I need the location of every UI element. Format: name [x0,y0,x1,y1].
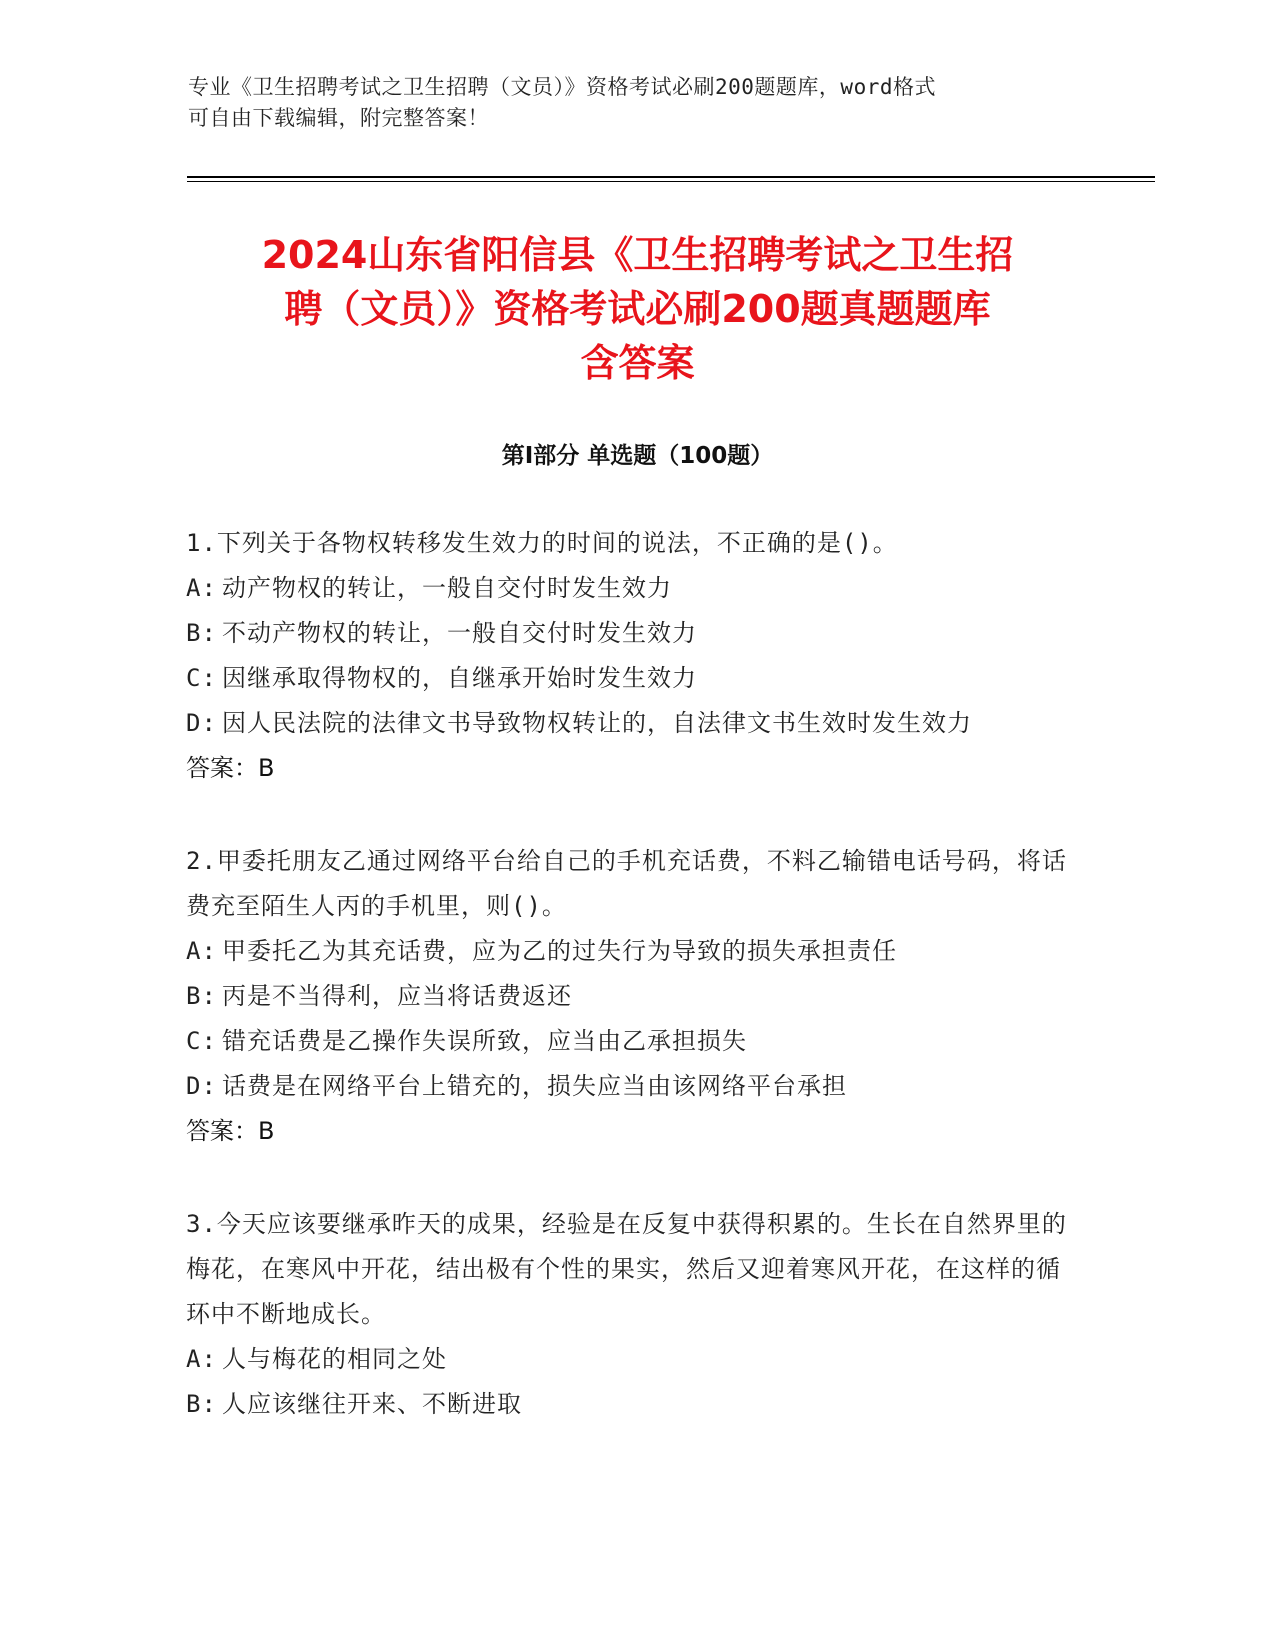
question-3 [186,1202,1076,1427]
option-text: 人与梅花的相同之处 [222,1345,447,1373]
header-note [188,72,1088,134]
section-title: 第Ⅰ部分 单选题（100题） [501,443,774,469]
option-letter: B: [186,619,217,647]
option-text: 动产物权的转让，一般自交付时发生效力 [222,574,672,602]
option-letter: D: [186,1072,217,1100]
option-text: 错充话费是乙操作失误所致，应当由乙承担损失 [222,1027,747,1055]
title-line3: 含答案 [580,341,695,385]
answer: 答案：B [186,1117,275,1145]
option-text: 人应该继往开来、不断进取 [222,1390,522,1418]
option-letter: D: [186,709,217,737]
option-text: 不动产物权的转让，一般自交付时发生效力 [222,619,697,647]
option-letter: B: [186,1390,217,1418]
option-b [186,1382,1076,1427]
option-c [186,1019,1076,1064]
option-letter: C: [186,1027,217,1055]
question-1 [186,521,1076,791]
option-letter: A: [186,574,217,602]
header-note-line2: 可自由下载编辑，附完整答案！ [188,106,489,130]
title-line2: 聘（文员）》资格考试必刷200题真题题库 [284,287,991,331]
option-letter: C: [186,664,217,692]
option-a [186,1337,1076,1382]
option-text: 因继承取得物权的，自继承开始时发生效力 [222,664,697,692]
option-letter: B: [186,982,217,1010]
question-text: 3.今天应该要继承昨天的成果，经验是在反复中获得积累的。生长在自然界里的梅花，在寒风中开花，结出极有个性的果实，然后又迎着寒风开花，在这样的循环中不断地成长。 [186,1210,1067,1328]
option-d [186,1064,1076,1109]
question-text: 2.甲委托朋友乙通过网络平台给自己的手机充话费，不料乙输错电话号码，将话费充至陌生人丙的手机里，则()。 [186,847,1067,920]
header-note-line1: 专业《卫生招聘考试之卫生招聘（文员）》资格考试必刷200题题库，word格式 [188,75,936,99]
option-text: 话费是在网络平台上错充的，损失应当由该网络平台承担 [222,1072,847,1100]
option-text: 因人民法院的法律文书导致物权转让的，自法律文书生效时发生效力 [222,709,972,737]
option-a [186,566,1076,611]
question-2 [186,839,1076,1154]
option-b [186,611,1076,656]
option-text: 丙是不当得利，应当将话费返还 [222,982,572,1010]
option-c [186,656,1076,701]
question-list [186,521,1076,1475]
document-title [180,228,1095,390]
title-line1: 2024山东省阳信县《卫生招聘考试之卫生招 [261,233,1014,277]
option-text: 甲委托乙为其充话费，应为乙的过失行为导致的损失承担责任 [222,937,897,965]
option-b [186,974,1076,1019]
question-text: 1.下列关于各物权转移发生效力的时间的说法，不正确的是()。 [186,529,898,557]
option-letter: A: [186,937,217,965]
header-rule [187,176,1155,178]
option-d [186,701,1076,746]
option-a [186,929,1076,974]
header-rule-thin [187,181,1155,182]
answer: 答案：B [186,754,275,782]
option-letter: A: [186,1345,217,1373]
